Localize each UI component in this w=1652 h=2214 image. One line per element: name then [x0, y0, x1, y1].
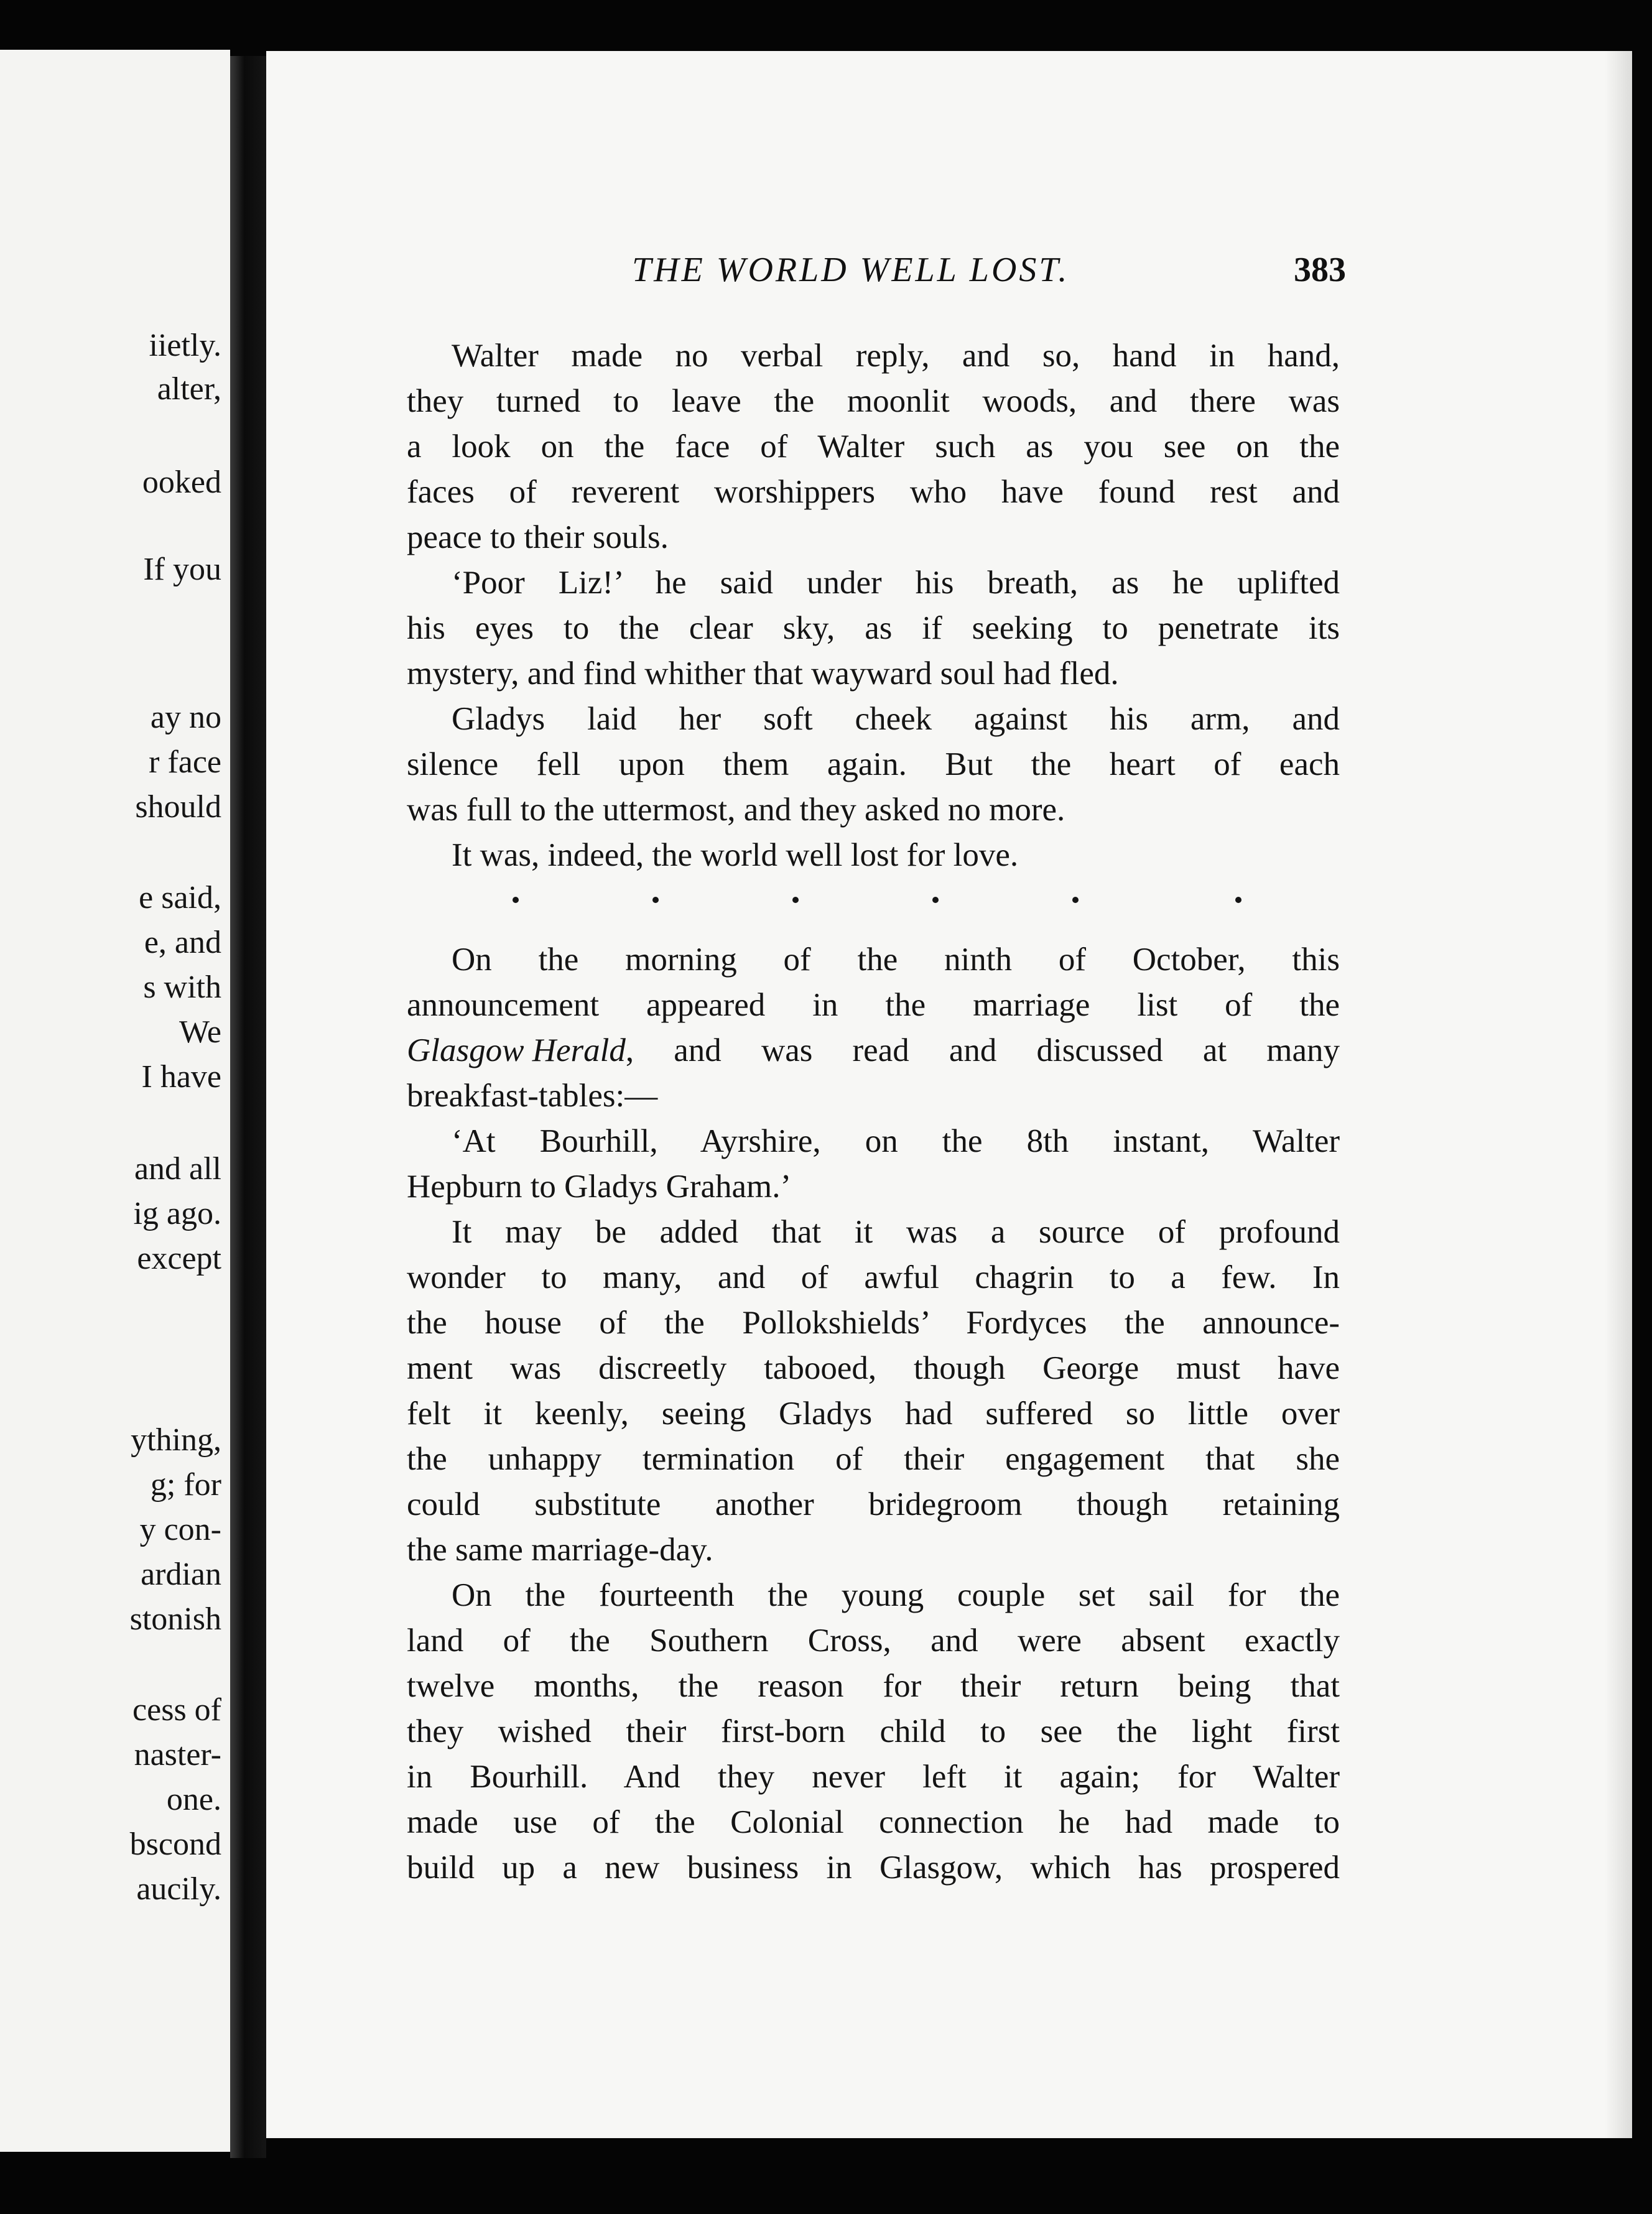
text-line: It was, indeed, the world well lost for love. — [452, 837, 1019, 873]
spacer — [407, 924, 1340, 937]
text-line: twelve months, the reason for their return being that — [407, 1668, 1340, 1704]
break-dot — [652, 897, 659, 903]
left-fragment: one. — [166, 1782, 221, 1817]
left-fragment: aucily. — [136, 1871, 221, 1907]
left-fragment: r face — [149, 744, 221, 780]
text-line: Hepburn to Gladys Graham.’ — [407, 1169, 792, 1205]
text-line: felt it keenly, seeing Gladys had suffered so little over — [407, 1396, 1340, 1432]
text-line: wonder to many, and of awful chagrin to a few. In — [407, 1259, 1340, 1295]
left-fragment: We — [179, 1014, 221, 1050]
text-line: was full to the uttermost, and they asked no more. — [407, 792, 1065, 828]
left-fragment: except — [137, 1241, 221, 1276]
left-fragment: should — [135, 789, 221, 825]
text-line: the house of the Pollokshields’ Fordyces the announce- — [407, 1305, 1340, 1341]
text-fragment: , and was read and discussed at many — [625, 1032, 1340, 1068]
text-line: On the morning of the ninth of October, this — [452, 942, 1340, 978]
left-fragment: ooked — [142, 465, 221, 500]
break-dot — [1235, 897, 1241, 903]
text-line: made use of the Colonial connection he had made to — [407, 1804, 1340, 1840]
text-line: faces of reverent worshippers who have found rest and — [407, 474, 1340, 510]
left-fragment: ything, — [131, 1422, 221, 1458]
text-line: a look on the face of Walter such as you see on the — [407, 428, 1340, 465]
page-edge — [1605, 51, 1632, 2138]
left-fragment: I have — [141, 1059, 221, 1095]
left-fragment: and all — [134, 1151, 221, 1187]
text-line: his eyes to the clear sky, as if seeking to penetrate its — [407, 610, 1340, 646]
text-line: On the fourteenth the young couple set sail for the — [452, 1577, 1340, 1613]
running-title: THE WORLD WELL LOST. — [632, 251, 1070, 289]
left-fragment: cess of — [132, 1692, 221, 1728]
newspaper-title: Glasgow Herald — [407, 1032, 626, 1068]
text-line: the unhappy termination of their engagement that she — [407, 1441, 1340, 1477]
text-line: silence fell upon them again. But the heart of each — [407, 746, 1340, 782]
text-line: ‘Poor Liz!’ he said under his breath, as he uplifted — [452, 565, 1340, 601]
text-line: ‘At Bourhill, Ayrshire, on the 8th instant, Walter — [452, 1123, 1340, 1159]
facing-page-left — [0, 50, 230, 2152]
text-line: Walter made no verbal reply, and so, hand in hand, — [452, 338, 1340, 374]
left-fragment: ardian — [141, 1557, 221, 1592]
break-dot — [1072, 897, 1079, 903]
left-fragment: g; for — [150, 1467, 221, 1503]
left-fragment: naster- — [134, 1737, 221, 1772]
break-dot — [513, 897, 519, 903]
text-line: in Bourhill. And they never left it again; for Walter — [407, 1759, 1340, 1795]
book-gutter — [230, 56, 266, 2158]
left-fragment: If you — [143, 552, 221, 587]
text-line-mixed — [407, 1028, 1340, 1073]
left-fragment: y con- — [139, 1512, 221, 1547]
text-line: the same marriage-day. — [407, 1532, 713, 1568]
page-number: 383 — [1294, 251, 1346, 289]
text-line: build up a new business in Glasgow, which has prospered — [407, 1850, 1340, 1886]
left-fragment: ay no — [150, 700, 221, 735]
text-line: breakfast-tables:— — [407, 1078, 658, 1114]
text-line: Gladys laid her soft cheek against his arm, and — [452, 701, 1340, 737]
text-line: ment was discreetly tabooed, though George must have — [407, 1350, 1340, 1386]
left-fragment: bscond — [129, 1827, 221, 1862]
text-line: land of the Southern Cross, and were absent exactly — [407, 1623, 1340, 1659]
left-fragment: iietly. — [149, 328, 221, 363]
break-dot — [932, 897, 939, 903]
left-fragment: e, and — [144, 925, 221, 960]
text-line: they turned to leave the moonlit woods, and there was — [407, 383, 1340, 419]
text-line: they wished their first-born child to see the light first — [407, 1713, 1340, 1749]
left-fragment: stonish — [129, 1601, 221, 1637]
left-fragment: alter, — [157, 371, 221, 407]
text-line: mystery, and find whither that wayward soul had fled. — [407, 655, 1119, 692]
text-line: announcement appeared in the marriage list of the — [407, 987, 1340, 1023]
running-head — [632, 250, 1346, 294]
section-break — [407, 878, 1340, 924]
text-line: It may be added that it was a source of profound — [452, 1214, 1340, 1250]
left-fragment: ig ago. — [133, 1196, 221, 1231]
left-fragment: e said, — [139, 880, 221, 915]
text-line: could substitute another bridegroom though retaining — [407, 1486, 1340, 1522]
left-fragment: s with — [143, 970, 221, 1005]
break-dot — [792, 897, 799, 903]
body-text — [407, 333, 1340, 1891]
text-line: peace to their souls. — [407, 519, 669, 555]
